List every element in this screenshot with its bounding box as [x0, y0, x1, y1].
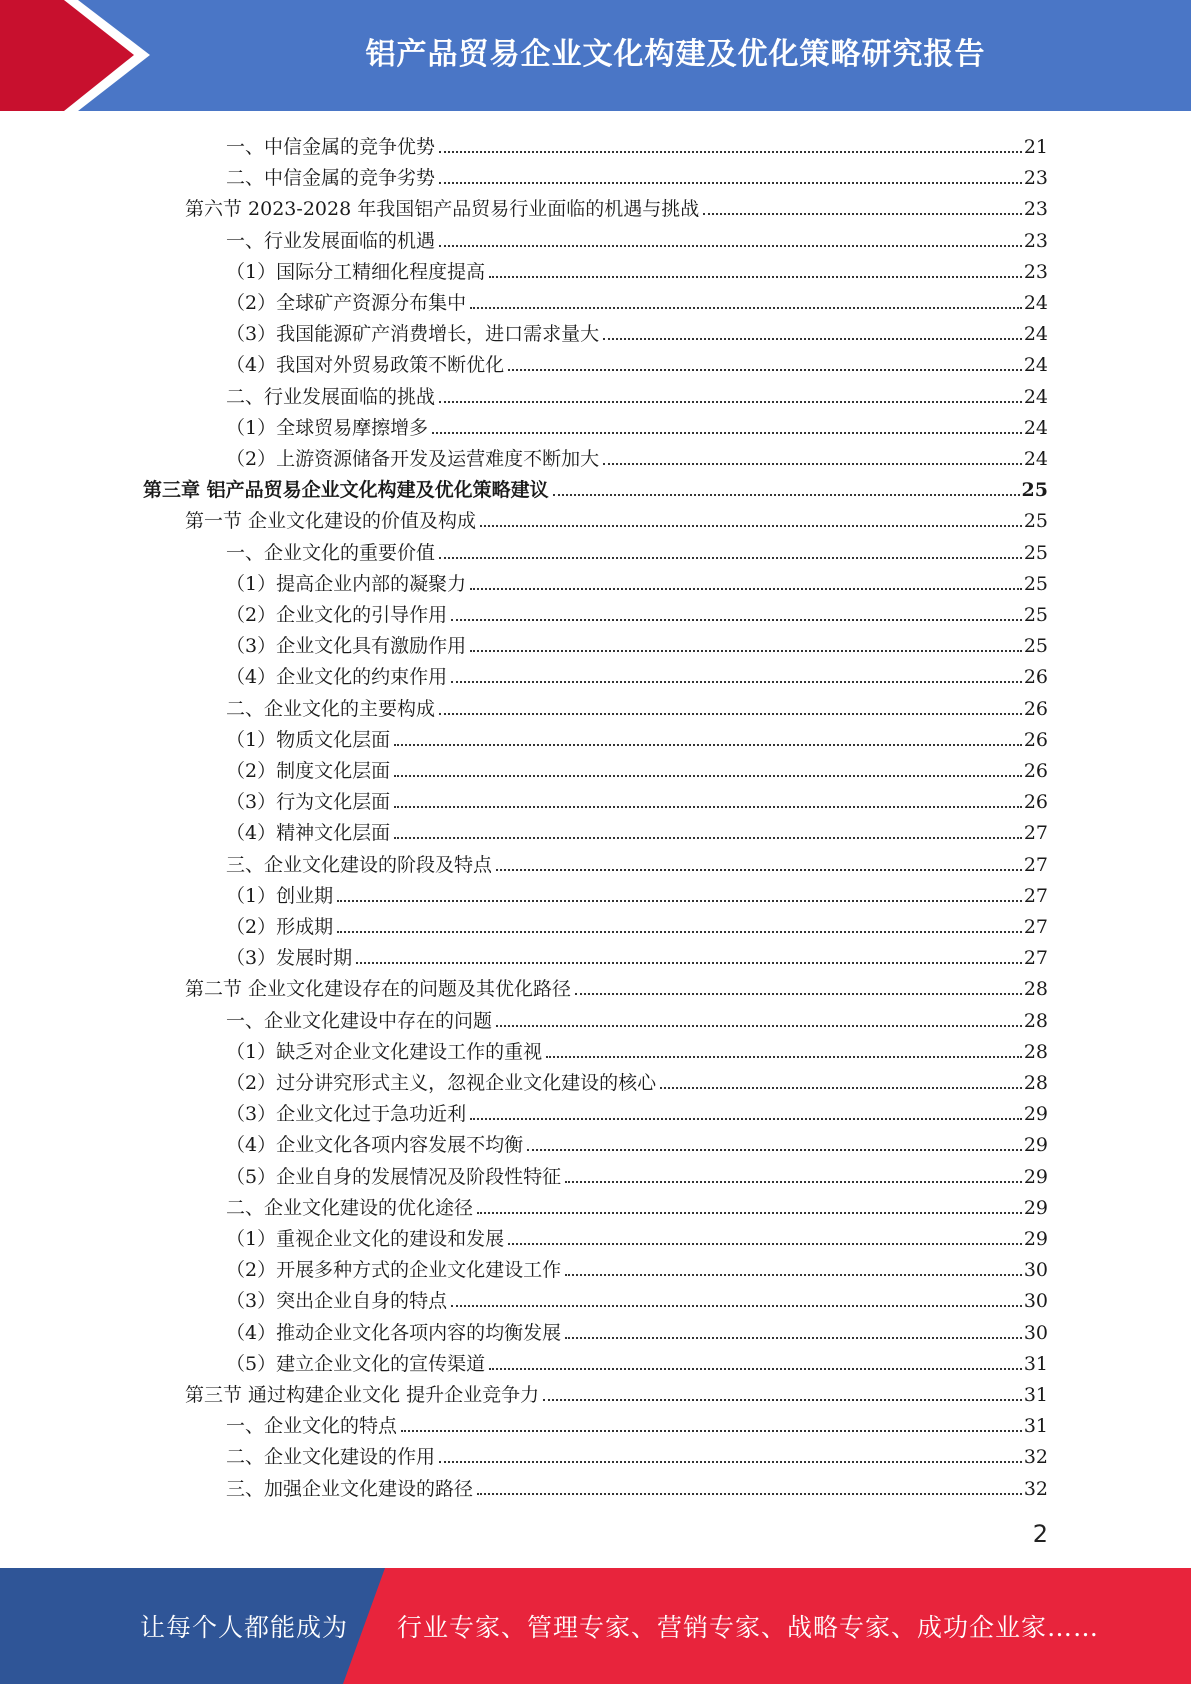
- toc-entry-page: 28: [1023, 1040, 1048, 1063]
- toc-dot-leader: [527, 1148, 1022, 1151]
- toc-entry-page: 29: [1023, 1103, 1048, 1126]
- toc-entry-page: 24: [1023, 448, 1048, 470]
- toc-entry-label: 二、企业文化建设的优化途径: [226, 1196, 474, 1219]
- toc-entry-page: 32: [1023, 1446, 1048, 1469]
- toc-entry[interactable]: [185, 969, 1048, 1000]
- toc-entry[interactable]: [226, 907, 1048, 938]
- toc-entry-page: 23: [1023, 198, 1048, 221]
- toc-entry-label: （1）提高企业内部的凝聚力: [226, 572, 467, 595]
- toc-entry-page: 24: [1023, 354, 1048, 377]
- toc-dot-leader: [496, 868, 1022, 871]
- toc-entry-label: （1）创业期: [226, 884, 334, 907]
- toc-entry-page: 28: [1023, 1072, 1048, 1094]
- toc-entry[interactable]: [226, 845, 1048, 876]
- toc-dot-leader: [470, 649, 1022, 652]
- toc-dot-leader: [356, 961, 1022, 964]
- toc-entry[interactable]: [226, 1094, 1048, 1125]
- toc-entry-page: 27: [1023, 916, 1048, 938]
- footer-slogan-right: 行业专家、管理专家、营销专家、战略专家、成功企业家……: [397, 1613, 1100, 1642]
- toc-entry[interactable]: [226, 626, 1048, 657]
- report-title: 铝产品贸易企业文化构建及优化策略研究报告: [365, 36, 986, 72]
- toc-entry-label: （1）国际分工精细化程度提高: [226, 260, 486, 283]
- toc-entry-label: 一、企业文化的特点: [226, 1415, 398, 1438]
- toc-entry[interactable]: [226, 345, 1048, 376]
- toc-dot-leader: [401, 1429, 1022, 1432]
- toc-dot-leader: [603, 337, 1022, 340]
- toc-entry-page: 26: [1023, 728, 1048, 751]
- toc-entry-page: 25: [1021, 479, 1048, 502]
- toc-entry-label: 一、企业文化的重要价值: [226, 541, 436, 564]
- toc-dot-leader: [565, 1336, 1022, 1339]
- toc-dot-leader: [489, 1367, 1022, 1370]
- toc-dot-leader: [508, 368, 1022, 371]
- toc-entry-label: （4）企业文化各项内容发展不均衡: [226, 1134, 524, 1157]
- toc-entry-page: 26: [1023, 697, 1048, 720]
- toc-dot-leader: [439, 712, 1022, 715]
- toc-entry-label: （4）推动企业文化各项内容的均衡发展: [226, 1321, 562, 1344]
- toc-entry-label: （2）企业文化的引导作用: [226, 604, 448, 626]
- toc-entry-label: （2）全球矿产资源分布集中: [226, 292, 467, 314]
- header-banner: [0, 0, 1191, 111]
- toc-entry-label: 二、行业发展面临的挑战: [226, 385, 436, 408]
- toc-entry-label: （3）发展时期: [226, 947, 353, 970]
- toc-entry-page: 29: [1023, 1165, 1048, 1188]
- toc-entry-label: 第一节 企业文化建设的价值及构成: [185, 510, 477, 533]
- toc-dot-leader: [565, 1273, 1022, 1276]
- toc-entry-label: （1）重视企业文化的建设和发展: [226, 1228, 505, 1250]
- toc-entry-page: 30: [1023, 1290, 1048, 1313]
- toc-dot-leader: [394, 774, 1022, 777]
- toc-entry[interactable]: [226, 564, 1048, 595]
- toc-entry-label: （3）企业文化具有激励作用: [226, 635, 467, 658]
- toc-entry-label: 二、企业文化的主要构成: [226, 697, 436, 720]
- toc-dot-leader: [660, 1086, 1022, 1089]
- toc-entry-page: 29: [1023, 1228, 1048, 1250]
- toc-entry[interactable]: [226, 938, 1048, 969]
- toc-dot-leader: [543, 1398, 1022, 1401]
- toc-dot-leader: [470, 1117, 1022, 1120]
- toc-entry-page: 31: [1023, 1384, 1048, 1406]
- toc-entry-label: （2）过分讲究形式主义，忽视企业文化建设的核心: [226, 1072, 657, 1094]
- toc-dot-leader: [394, 743, 1022, 746]
- toc-dot-leader: [451, 618, 1022, 621]
- toc-entry[interactable]: [226, 1281, 1048, 1312]
- toc-entry-label: （1）缺乏对企业文化建设工作的重视: [226, 1040, 543, 1063]
- toc-entry-page: 25: [1023, 541, 1048, 564]
- toc-entry-page: 27: [1023, 822, 1048, 845]
- toc-entry-label: 第六节 2023-2028 年我国铝产品贸易行业面临的机遇与挑战: [185, 198, 700, 221]
- toc-entry[interactable]: [226, 1250, 1048, 1281]
- toc-entry-label: （1）物质文化层面: [226, 728, 391, 751]
- toc-dot-leader: [337, 899, 1022, 902]
- toc-entry[interactable]: [226, 1406, 1048, 1437]
- toc-entry[interactable]: [226, 1188, 1048, 1219]
- toc-entry[interactable]: [226, 876, 1048, 907]
- toc-entry-label: 二、企业文化建设的作用: [226, 1446, 436, 1469]
- toc-entry[interactable]: [226, 751, 1048, 782]
- toc-entry-page: 25: [1023, 572, 1048, 595]
- toc-entry[interactable]: [226, 221, 1048, 252]
- toc-dot-leader: [496, 1024, 1022, 1027]
- toc-entry-label: （4）精神文化层面: [226, 822, 391, 845]
- toc-entry[interactable]: [226, 1469, 1048, 1500]
- toc-dot-leader: [470, 306, 1022, 309]
- toc-entry[interactable]: [185, 501, 1048, 532]
- toc-entry[interactable]: [226, 689, 1048, 720]
- toc-entry-label: （1）全球贸易摩擦增多: [226, 416, 429, 439]
- toc-entry-page: 31: [1023, 1352, 1048, 1375]
- toc-entry[interactable]: [226, 158, 1048, 189]
- toc-dot-leader: [439, 244, 1022, 247]
- toc-entry[interactable]: [226, 813, 1048, 844]
- toc-entry-label: （3）突出企业自身的特点: [226, 1290, 448, 1313]
- toc-dot-leader: [439, 181, 1022, 184]
- toc-entry[interactable]: [226, 439, 1048, 470]
- toc-dot-leader: [439, 150, 1022, 153]
- toc-dot-leader: [477, 1211, 1022, 1214]
- toc-entry[interactable]: [226, 1157, 1048, 1188]
- toc-entry-page: 26: [1023, 760, 1048, 782]
- toc-entry-page: 24: [1023, 292, 1048, 314]
- toc-entry[interactable]: [226, 1032, 1048, 1063]
- toc-dot-leader: [451, 680, 1022, 683]
- toc-entry-page: 27: [1023, 884, 1048, 907]
- toc-entry-page: 30: [1023, 1321, 1048, 1344]
- toc-entry-page: 25: [1023, 604, 1048, 626]
- toc-entry-page: 24: [1023, 416, 1048, 439]
- toc-dot-leader: [394, 836, 1022, 839]
- toc-dot-leader: [480, 524, 1022, 527]
- toc-entry-label: （3）我国能源矿产消费增长，进口需求量大: [226, 323, 600, 346]
- toc-entry-page: 27: [1023, 947, 1048, 970]
- toc-entry-label: 三、加强企业文化建设的路径: [226, 1477, 474, 1500]
- toc-entry-page: 24: [1023, 385, 1048, 408]
- toc-entry-page: 25: [1023, 510, 1048, 533]
- toc-entry[interactable]: [226, 127, 1048, 158]
- toc-entry-page: 23: [1023, 167, 1048, 190]
- toc-entry-label: （2）形成期: [226, 916, 334, 938]
- toc-entry[interactable]: [226, 252, 1048, 283]
- toc-entry-page: 23: [1023, 229, 1048, 252]
- toc-dot-leader: [337, 930, 1022, 933]
- toc-entry[interactable]: [226, 1437, 1048, 1468]
- toc-entry-label: 一、中信金属的竞争优势: [226, 136, 436, 158]
- toc-entry-page: 26: [1023, 666, 1048, 689]
- toc-entry-page: 27: [1023, 853, 1048, 876]
- toc-entry-page: 28: [1023, 1009, 1048, 1032]
- toc-dot-leader: [603, 462, 1022, 465]
- toc-entry-page: 25: [1023, 635, 1048, 658]
- toc-entry[interactable]: [226, 1219, 1048, 1250]
- toc-entry-label: （5）建立企业文化的宣传渠道: [226, 1352, 486, 1375]
- toc-entry-label: （5）企业自身的发展情况及阶段性特征: [226, 1165, 562, 1188]
- toc-entry-page: 29: [1023, 1196, 1048, 1219]
- toc-dot-leader: [489, 275, 1022, 278]
- toc-dot-leader: [703, 212, 1022, 215]
- toc-entry-page: 21: [1023, 136, 1048, 158]
- toc-entry-label: （2）制度文化层面: [226, 760, 391, 782]
- toc-entry-label: （3）企业文化过于急功近利: [226, 1103, 467, 1126]
- toc-entry[interactable]: [226, 1001, 1048, 1032]
- toc-entry-page: 24: [1023, 323, 1048, 346]
- toc-entry-label: 二、中信金属的竞争劣势: [226, 167, 436, 190]
- toc-entry-page: 26: [1023, 791, 1048, 814]
- toc-dot-leader: [508, 1242, 1022, 1245]
- toc-entry[interactable]: [226, 1344, 1048, 1375]
- toc-entry-label: 三、企业文化建设的阶段及特点: [226, 853, 493, 876]
- toc-entry[interactable]: [226, 408, 1048, 439]
- toc-entry[interactable]: [143, 470, 1048, 501]
- toc-dot-leader: [565, 1180, 1022, 1183]
- toc-entry-label: （2）开展多种方式的企业文化建设工作: [226, 1259, 562, 1282]
- toc-entry[interactable]: [226, 283, 1048, 314]
- toc-entry-label: 一、企业文化建设中存在的问题: [226, 1009, 493, 1032]
- toc-dot-leader: [575, 992, 1022, 995]
- toc-entry-label: （2）上游资源储备开发及运营难度不断加大: [226, 448, 600, 470]
- toc-entry[interactable]: [226, 782, 1048, 813]
- toc-dot-leader: [439, 556, 1022, 559]
- toc-entry-label: 第二节 企业文化建设存在的问题及其优化路径: [185, 978, 572, 1001]
- toc-entry[interactable]: [185, 1375, 1048, 1406]
- toc-entry[interactable]: [185, 189, 1048, 220]
- toc-entry-label: （3）行为文化层面: [226, 791, 391, 814]
- toc-entry-page: 23: [1023, 260, 1048, 283]
- toc-entry-label: 第三节 通过构建企业文化 提升企业竞争力: [185, 1384, 540, 1406]
- toc-entry[interactable]: [226, 377, 1048, 408]
- toc-entry[interactable]: [226, 1063, 1048, 1094]
- toc-dot-leader: [432, 431, 1022, 434]
- toc-dot-leader: [477, 1492, 1022, 1495]
- toc-entry-page: 31: [1023, 1415, 1048, 1438]
- toc-entry[interactable]: [226, 595, 1048, 626]
- toc-entry[interactable]: [226, 1125, 1048, 1156]
- toc-entry-label: （4）企业文化的约束作用: [226, 666, 448, 689]
- toc-entry[interactable]: [226, 1313, 1048, 1344]
- toc-dot-leader: [439, 400, 1022, 403]
- toc-entry[interactable]: [226, 720, 1048, 751]
- footer-banner: [0, 1568, 1191, 1684]
- toc-dot-leader: [451, 1304, 1022, 1307]
- toc-entry-page: 32: [1023, 1477, 1048, 1500]
- toc-entry-label: （4）我国对外贸易政策不断优化: [226, 354, 505, 377]
- toc-dot-leader: [553, 493, 1020, 496]
- toc-dot-leader: [546, 1055, 1022, 1058]
- toc-entry-page: 29: [1023, 1134, 1048, 1157]
- toc-entry[interactable]: [226, 533, 1048, 564]
- toc-entry[interactable]: [226, 314, 1048, 345]
- toc-entry-page: 28: [1023, 978, 1048, 1001]
- page-number: 2: [1032, 1520, 1048, 1548]
- toc-dot-leader: [439, 1460, 1022, 1463]
- toc-entry-label: 一、行业发展面临的机遇: [226, 229, 436, 252]
- toc-dot-leader: [470, 587, 1022, 590]
- toc-entry-label: 第三章 铝产品贸易企业文化构建及优化策略建议: [143, 479, 549, 502]
- toc-dot-leader: [394, 805, 1022, 808]
- footer-slogan-left: 让每个人都能成为: [140, 1613, 349, 1642]
- toc-entry[interactable]: [226, 657, 1048, 688]
- toc-entry-page: 30: [1023, 1259, 1048, 1282]
